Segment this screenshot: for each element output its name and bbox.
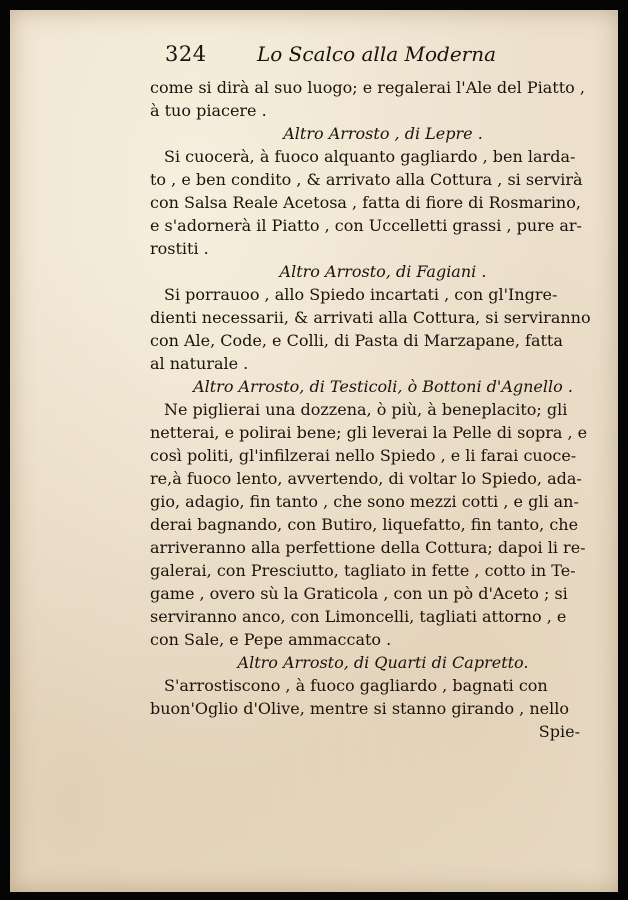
paragraph-first-line: Si porrauoo , allo Spiedo incartati , con gl'Ingre- <box>164 285 558 304</box>
paragraph-first-line: Si cuocerà, à fuoco alquanto gagliardo , ben larda- <box>164 147 576 166</box>
text-line: così politi, gl'infilzerai nello Spiedo , e li farai cuoce- <box>150 446 577 465</box>
text-line: rostiti . <box>150 239 209 258</box>
text-line: netterai, e polirai bene; gli leverai la Pelle di sopra , e <box>150 423 588 442</box>
page-number: 324 <box>165 42 207 66</box>
section-heading: Altro Arrosto, di Fagiani . <box>279 262 487 281</box>
text-line: à tuo piacere . <box>150 101 267 120</box>
text-line: re,à fuoco lento, avvertendo, di voltar lo Spiedo, ada- <box>150 469 582 488</box>
text-line: al naturale . <box>150 354 249 373</box>
text-line: buon'Oglio d'Olive, mentre si stanno girando , nello <box>150 699 569 718</box>
section-heading: Altro Arrosto, di Quarti di Capretto. <box>237 653 529 672</box>
text-line: game , overo sù la Graticola , con un pò d'Aceto ; si <box>150 584 568 603</box>
page-text <box>150 76 606 743</box>
book-page <box>10 10 618 892</box>
section-heading: Altro Arrosto, di Testicoli, ò Bottoni d'Agnello . <box>193 377 573 396</box>
text-line: con Ale, Code, e Colli, di Pasta di Marzapane, fatta <box>150 331 563 350</box>
text-line: derai bagnando, con Butiro, liquefatto, fin tanto, che <box>150 515 579 534</box>
running-title: Lo Scalco alla Moderna <box>257 42 497 66</box>
text-line: come si dirà al suo luogo; e regalerai l'Ale del Piatto , <box>150 78 585 97</box>
text-line: arriveranno alla perfettione della Cottura; dapoi li re- <box>150 538 586 557</box>
text-line: to , e ben condito , & arrivato alla Cottura , si servirà <box>150 170 583 189</box>
text-line: dienti necessarii, & arrivati alla Cottura, si serviranno <box>150 308 591 327</box>
text-line: gio, adagio, fin tanto , che sono mezzi cotti , e gli an- <box>150 492 579 511</box>
text-line: e s'adornerà il Piatto , con Uccelletti grassi , pure ar- <box>150 216 582 235</box>
paragraph-first-line: Ne piglierai una dozzena, ò più, à beneplacito; gli <box>164 400 568 419</box>
paragraph-first-line: S'arrostiscono , à fuoco gagliardo , bagnati con <box>164 676 548 695</box>
catchword: Spie- <box>538 722 580 741</box>
text-line: con Salsa Reale Acetosa , fatta di fiore di Rosmarino, <box>150 193 581 212</box>
page-header <box>165 42 585 76</box>
text-line: galerai, con Presciutto, tagliato in fette , cotto in Te- <box>150 561 576 580</box>
text-line: serviranno anco, con Limoncelli, tagliati attorno , e <box>150 607 567 626</box>
text-line: con Sale, e Pepe ammaccato . <box>150 630 392 649</box>
section-heading: Altro Arrosto , di Lepre . <box>283 124 483 143</box>
